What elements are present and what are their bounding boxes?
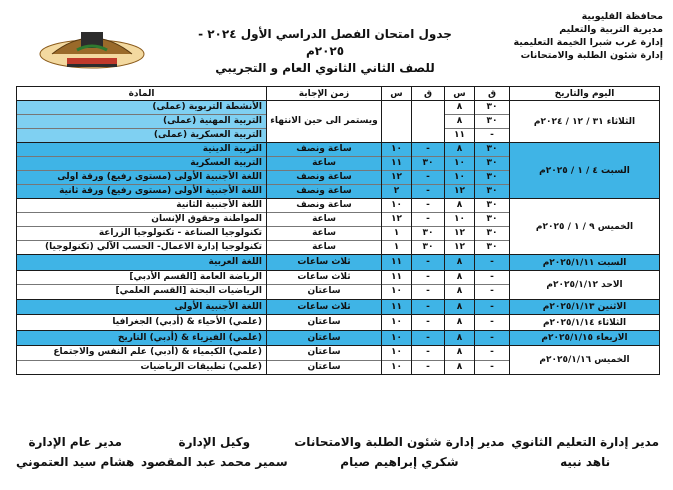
subject-name: اللغة الأجنبية الأولى xyxy=(174,301,262,312)
time-value: - xyxy=(475,271,509,286)
duration-cell xyxy=(267,143,382,199)
time-value: ٨ xyxy=(445,143,474,157)
subject-name: التربية المهنية (عملى) xyxy=(17,115,266,129)
signature-name: ناهد نبيه xyxy=(560,455,611,469)
time-q1 xyxy=(475,199,510,255)
day-date: الاحد ٢٠٢٥/١/١٢م xyxy=(510,270,660,299)
time-s1 xyxy=(445,255,475,271)
duration-value: ساعة xyxy=(267,227,381,241)
time-s1 xyxy=(445,346,475,375)
title-line-2: للصف الثاني الثانوي العام و التجريبي xyxy=(215,61,435,75)
subject-cell xyxy=(17,270,267,299)
time-value: - xyxy=(412,346,444,361)
duration-value: ساعة ونصف xyxy=(296,186,352,197)
subject-name: تكنولوجيا الصناعة - تكنولوجيا الزراعة xyxy=(17,227,266,241)
duration-value: ثلاث ساعات xyxy=(267,271,381,286)
subject-name: (علمي) الأحياء & (أدبي) الجغرافيا xyxy=(112,317,262,328)
time-q1 xyxy=(475,255,510,271)
duration-cell xyxy=(267,255,382,271)
subject-cell xyxy=(17,255,267,271)
time-value: - xyxy=(490,257,494,268)
time-value: - xyxy=(426,257,430,268)
time-value: - xyxy=(412,213,444,227)
time-value: ١٠ xyxy=(391,361,402,372)
time-value: ١٠ xyxy=(382,199,411,213)
time-value: ١١ xyxy=(382,271,411,286)
time-s2 xyxy=(382,199,412,255)
time-value: ٨ xyxy=(445,346,474,361)
duration-value: ساعة xyxy=(267,213,381,227)
subject-name: المواطنة وحقوق الإنسان xyxy=(17,213,266,227)
time-s2 xyxy=(382,299,412,315)
table-row xyxy=(17,315,660,331)
time-s1 xyxy=(445,315,475,331)
subject-name: الرياضة العامة [القسم الأدبي] xyxy=(17,271,266,286)
duration-value: ثلاث ساعات xyxy=(297,301,351,312)
time-q2 xyxy=(412,255,445,271)
time-value: ٨ xyxy=(456,257,463,268)
time-q1 xyxy=(475,143,510,199)
subject-cell xyxy=(17,143,267,199)
duration-value: ساعتان xyxy=(307,361,341,372)
signature-2 xyxy=(294,432,504,472)
ministry-logo xyxy=(37,24,147,72)
time-q1 xyxy=(475,346,510,375)
time-value: ١٠ xyxy=(382,346,411,361)
header-duration: زمن الإجابة xyxy=(267,87,382,101)
time-value: ٣٠ xyxy=(412,227,444,241)
duration-cell xyxy=(267,330,382,346)
time-value: ١٠ xyxy=(391,286,402,297)
subject-name: تكنولوجيا إدارة الاعمال- الحسب الآلي (تكنولوجيا) xyxy=(45,242,262,253)
signature-3 xyxy=(141,432,288,472)
time-value: ٣٠ xyxy=(475,157,509,171)
time-value: - xyxy=(412,171,444,185)
time-value: ١٢ xyxy=(382,171,411,185)
time-value: ١٢ xyxy=(454,186,465,197)
subject-name: (علمي) تطبيقات الرياضيات xyxy=(140,361,262,372)
time-value: - xyxy=(426,301,430,312)
time-value: - xyxy=(426,332,430,343)
time-value: ٢ xyxy=(393,186,400,197)
time-value: - xyxy=(490,317,494,328)
time-value: ١١ xyxy=(391,257,402,268)
table-row xyxy=(17,346,660,375)
time-s1 xyxy=(445,270,475,299)
day-date: الثلاثاء ٣١ / ١٢ / ٢٠٢٤م xyxy=(510,101,660,143)
signature-title: مدير إدارة شئون الطلبة والامتحانات xyxy=(294,435,505,449)
time-value: ١١ xyxy=(391,301,402,312)
duration-value: ساعة ونصف xyxy=(267,171,381,185)
time-value: ٣٠ xyxy=(412,157,444,171)
time-q2 xyxy=(412,346,445,375)
time-q2 xyxy=(412,315,445,331)
time-value: ٨ xyxy=(445,199,474,213)
time-value: ١٠ xyxy=(382,143,411,157)
time-s2 xyxy=(382,255,412,271)
time-s2 xyxy=(382,315,412,331)
time-s2 xyxy=(382,346,412,375)
time-value: ٣٠ xyxy=(486,186,498,197)
page-title xyxy=(190,26,460,77)
duration-value: ساعتان xyxy=(267,346,381,361)
duration-value: ساعة ونصف xyxy=(267,199,381,213)
time-value: ٨ xyxy=(445,101,474,115)
time-q1 xyxy=(475,270,510,299)
signatures xyxy=(16,432,659,472)
time-value: - xyxy=(490,286,494,297)
time-value: ١٢ xyxy=(454,242,465,253)
table-row xyxy=(17,101,660,143)
time-s1 xyxy=(445,199,475,255)
subject-name: التربية العسكرية xyxy=(17,157,266,171)
table-row xyxy=(17,143,660,199)
time-value: ٨ xyxy=(456,361,463,372)
header-day: اليوم والتاريخ xyxy=(510,87,660,101)
department: إدارة شئون الطلبة والامتحانات xyxy=(520,50,663,61)
time-q2 xyxy=(412,143,445,199)
time-value: ٣٠ xyxy=(475,143,509,157)
time-value: - xyxy=(490,301,494,312)
subject-cell xyxy=(17,299,267,315)
governorate: محافظة القليوبية xyxy=(581,11,663,22)
duration-cell xyxy=(267,199,382,255)
subject-cell xyxy=(17,199,267,255)
time-value: ١٠ xyxy=(445,213,474,227)
time-s2 xyxy=(382,143,412,199)
time-value: - xyxy=(490,361,494,372)
time-value: ٨ xyxy=(456,286,463,297)
table-header-row xyxy=(17,87,660,101)
table-row xyxy=(17,330,660,346)
directorate: مديرية التربية والتعليم xyxy=(559,24,663,35)
administration: إدارة غرب شبرا الخيمة التعليمية xyxy=(513,37,663,48)
duration-value: ساعتان xyxy=(307,286,341,297)
duration-value: ساعة xyxy=(312,242,336,253)
time-q1 xyxy=(475,299,510,315)
subject-name: الرياضيات البحتة [القسم العلمي] xyxy=(115,286,262,297)
day-date: الخميس ٩ / ١ / ٢٠٢٥م xyxy=(510,199,660,255)
time-value: - xyxy=(412,199,444,213)
duration-cell xyxy=(267,299,382,315)
signature-title: مدير إدارة التعليم الثانوي xyxy=(511,435,659,449)
day-date: السبت ٢٠٢٥/١/١١م xyxy=(510,255,660,271)
time-value: ٣٠ xyxy=(486,242,498,253)
time-s2 xyxy=(382,270,412,299)
time-value: ٨ xyxy=(456,332,463,343)
time-s2 xyxy=(382,101,412,143)
day-date: الخميس ٢٠٢٥/١/١٦م xyxy=(510,346,660,375)
duration-cell xyxy=(267,101,382,143)
time-value: ٨ xyxy=(456,301,463,312)
table-row xyxy=(17,299,660,315)
time-value: ١٠ xyxy=(445,171,474,185)
time-value: ١٠ xyxy=(391,317,402,328)
time-s1 xyxy=(445,101,475,143)
time-q1 xyxy=(475,330,510,346)
time-value: ١١ xyxy=(382,157,411,171)
time-value: - xyxy=(475,346,509,361)
time-s1 xyxy=(445,330,475,346)
time-value: ٣٠ xyxy=(475,213,509,227)
time-value: - xyxy=(412,143,444,157)
subject-cell xyxy=(17,101,267,143)
directorate-header xyxy=(513,10,663,62)
exam-schedule-table xyxy=(16,86,660,375)
signature-name: سمير محمد عبد المقصود xyxy=(140,455,288,469)
time-value: - xyxy=(490,332,494,343)
duration-cell xyxy=(267,270,382,299)
time-s2 xyxy=(382,330,412,346)
day-date: الاثنين ٢٠٢٥/١/١٣م xyxy=(510,299,660,315)
signature-title: وكيل الإدارة xyxy=(178,435,251,449)
time-value: - xyxy=(426,286,430,297)
time-value: ١٠ xyxy=(445,157,474,171)
time-value: - xyxy=(412,271,444,286)
signature-name: هشام سيد العتموني xyxy=(16,455,135,469)
subject-name: اللغة الأجنبية الأولى (مستوى رفيع) ورقة اولى xyxy=(17,171,266,185)
subject-name: التربية الدينية xyxy=(17,143,266,157)
title-line-1: جدول امتحان الفصل الدراسي الأول ٢٠٢٤ - ٢٠٢٥م xyxy=(198,27,452,58)
header-q1: ق xyxy=(475,87,510,101)
subject-name: اللغة الأجنبية الثانية xyxy=(17,199,266,213)
subject-cell xyxy=(17,346,267,375)
time-value: ٣٠ xyxy=(475,171,509,185)
table-row xyxy=(17,199,660,255)
subject-name: (علمي) الفيزياء & (أدبي) التاريخ xyxy=(117,332,262,343)
time-value: ٨ xyxy=(445,115,474,129)
time-value: ٣٠ xyxy=(475,227,509,241)
time-value: - xyxy=(426,186,430,197)
time-value: ٨ xyxy=(445,271,474,286)
duration-cell xyxy=(267,315,382,331)
subject-name: الأنشطة التربوية (عملى) xyxy=(17,101,266,115)
time-value: ٨ xyxy=(456,317,463,328)
time-s1 xyxy=(445,299,475,315)
duration-value: ساعتان xyxy=(307,332,341,343)
signature-1 xyxy=(511,432,659,472)
day-date: السبت ٤ / ١ / ٢٠٢٥م xyxy=(510,143,660,199)
duration-cell xyxy=(267,346,382,375)
header-s1: س xyxy=(445,87,475,101)
time-q2 xyxy=(412,299,445,315)
time-value: ١٢ xyxy=(445,227,474,241)
time-q2 xyxy=(412,101,445,143)
signature-4 xyxy=(16,432,134,472)
duration-value: ساعة xyxy=(267,157,381,171)
time-value: ٣٠ xyxy=(475,101,509,115)
time-value: ٣٠ xyxy=(475,115,509,129)
signature-name: شكري إبراهيم صيام xyxy=(340,455,459,469)
time-value: - xyxy=(426,361,430,372)
subject-cell xyxy=(17,330,267,346)
day-date: الاربعاء ٢٠٢٥/١/١٥م xyxy=(510,330,660,346)
time-s1 xyxy=(445,143,475,199)
time-q2 xyxy=(412,270,445,299)
time-q1 xyxy=(475,101,510,143)
duration-value: ويستمر الى حين الانتهاء xyxy=(270,115,378,126)
time-q2 xyxy=(412,199,445,255)
duration-value: ساعة ونصف xyxy=(267,143,381,157)
subject-name: (علمي) الكيمياء & (أدبي) علم النفس والاجتماع xyxy=(17,346,266,361)
subject-name: التربية العسكرية (عملى) xyxy=(153,130,262,141)
day-date: الثلاثاء ٢٠٢٥/١/١٤م xyxy=(510,315,660,331)
duration-value: ثلاث ساعات xyxy=(297,257,351,268)
subject-name: اللغة الأجنبية الأولى (مستوى رفيع) ورقة ثانية xyxy=(59,186,262,197)
header-subject: المادة xyxy=(17,87,267,101)
time-value: ١٢ xyxy=(382,213,411,227)
time-value: ١١ xyxy=(454,130,465,141)
table-row xyxy=(17,255,660,271)
signature-title: مدير عام الإدارة xyxy=(28,435,122,449)
time-q1 xyxy=(475,315,510,331)
time-value: - xyxy=(490,130,494,141)
time-value: - xyxy=(426,317,430,328)
time-q2 xyxy=(412,330,445,346)
time-value: ١٠ xyxy=(391,332,402,343)
header-q2: ق xyxy=(412,87,445,101)
subject-cell xyxy=(17,315,267,331)
time-value: ٣٠ xyxy=(422,242,434,253)
time-value: ١ xyxy=(393,242,400,253)
table-row xyxy=(17,270,660,299)
time-value: ١ xyxy=(382,227,411,241)
subject-name: اللغة العربية xyxy=(208,257,262,268)
duration-value: ساعتان xyxy=(307,317,341,328)
time-value: ٣٠ xyxy=(475,199,509,213)
header-s2: س xyxy=(382,87,412,101)
